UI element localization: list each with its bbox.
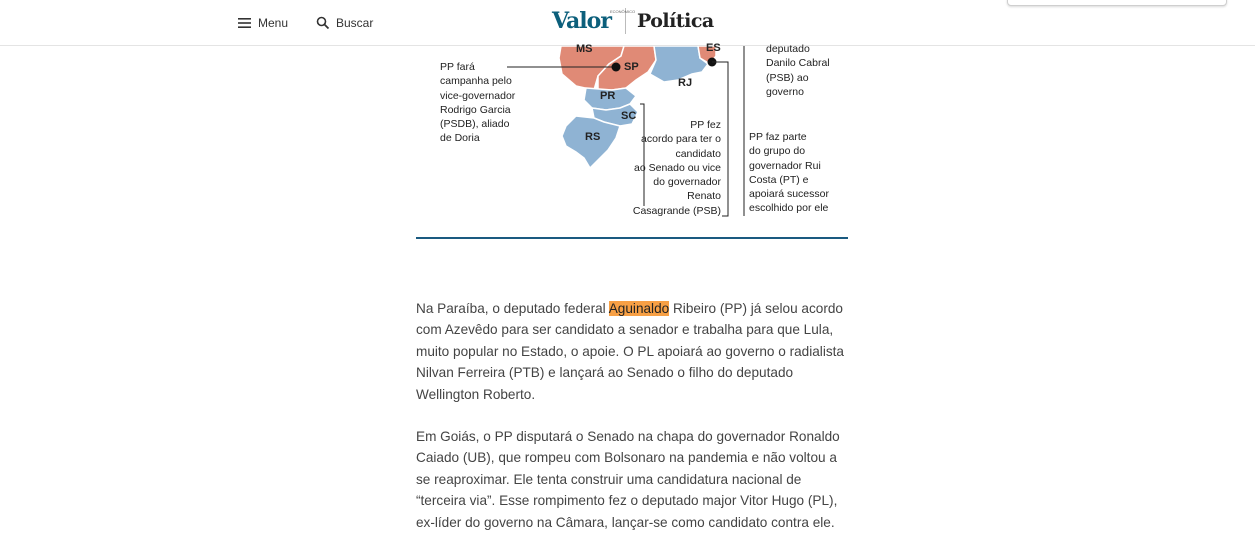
annotation-ba: PP faz parte do grupo do governador Rui Costa (PT) e apoiará sucessor escolhido por ele: [749, 131, 829, 215]
annotation-sp: PP fará campanha pelo vice-governador Rodrigo Garcia (PSDB), aliado de Doria: [440, 61, 516, 145]
map-infographic: [416, 42, 847, 226]
article-paragraph: Na Paraíba, o deputado federal Aguinaldo Ribeiro (PP) já selou acordo com Azevêdo para ser candidato a senador e trabalha para que Lula, muito popular no Estado, o apoie. O PL apoiará ao governo o radialista Nilvan Ferreira (PTB) e lançará ao Senado o filho do deputado Wellington Roberto.: [416, 301, 844, 402]
graphic-divider: [416, 237, 848, 239]
highlighted-term: Aguinaldo: [608, 301, 670, 316]
site-header: [0, 0, 1255, 46]
logo-wordmark: Valor ECONÔMICO: [552, 8, 636, 34]
annotation-es: deputado Danilo Cabral (PSB) ao governo: [766, 43, 830, 98]
search-button[interactable]: [316, 0, 373, 45]
state-label-rs: RS: [585, 131, 601, 143]
state-label-rj: RJ: [678, 77, 693, 89]
state-label-sp: SP: [624, 61, 639, 73]
state-label-sc: SC: [621, 110, 637, 122]
state-label-pr: PR: [600, 90, 616, 102]
top-right-panel: [1007, 0, 1227, 6]
menu-button[interactable]: [238, 0, 288, 45]
search-label: Buscar: [336, 15, 374, 30]
search-icon: [316, 16, 330, 30]
site-logo[interactable]: [552, 6, 714, 36]
state-label-es: ES: [706, 42, 721, 54]
state-label-ms: MS: [576, 43, 593, 55]
hamburger-icon: [238, 17, 252, 29]
article-paragraph: Em Goiás, o PP disputará o Senado na chapa do governador Ronaldo Caiado (UB), que rompeu com Bolsonaro na pandemia e não voltou a se reaproximar. Ele tenta construir uma candidatura nacional de “terceira via”. Esse rompimento fez o deputado major Vitor Hugo (PL), ex-líder do governo na Câmara, lançar-se como candidato contra ele.: [416, 429, 840, 530]
menu-label: Menu: [258, 15, 289, 30]
section-title: Política: [636, 10, 714, 32]
annotation-sc: PP fez acordo para ter o candidato ao Senado ou vice do governador Renato Casagrande (PSB): [632, 119, 721, 217]
